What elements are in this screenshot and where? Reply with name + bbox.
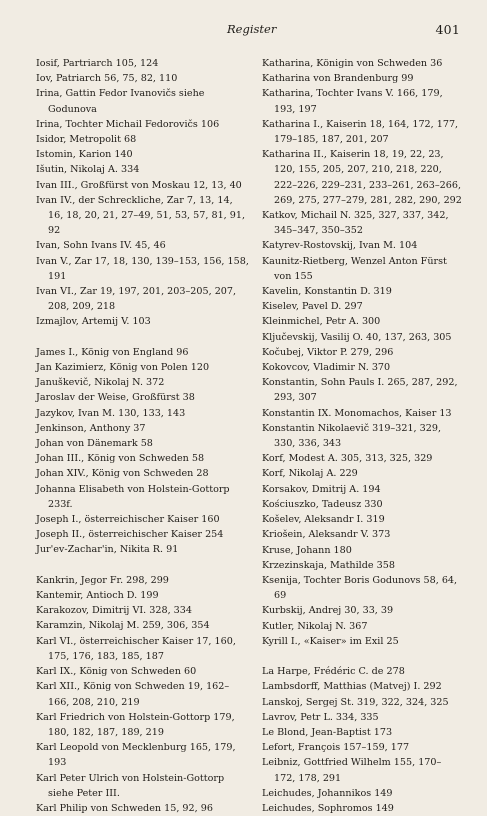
- index-entry: Korf, Nikolaj A. 229: [262, 468, 358, 480]
- index-entry: Kokovcov, Vladimir N. 370: [262, 362, 391, 374]
- index-entry: Katharina, Königin von Schweden 36: [262, 58, 443, 69]
- index-entry: Jur'ev-Zachar'in, Nikita R. 91: [36, 544, 179, 556]
- index-entry: Kantemir, Antioch D. 199: [36, 590, 159, 602]
- index-entry: Le Blond, Jean-Baptist 173: [262, 726, 393, 738]
- index-entry: Isidor, Metropolit 68: [36, 134, 137, 146]
- index-entry: Karl Peter Ulrich von Holstein-Gottorp siehe Peter III.: [36, 772, 225, 799]
- index-entry: Kočubej, Viktor P. 279, 296: [262, 346, 394, 358]
- index-entry: Joseph II., österreichischer Kaiser 254: [36, 529, 224, 541]
- index-entry: Kurbskij, Andrej 30, 33, 39: [262, 605, 394, 617]
- index-entry: Lavrov, Petr L. 334, 335: [262, 711, 379, 723]
- page-number: 401: [435, 22, 460, 37]
- index-entry: Kruse, Johann 180: [262, 544, 352, 556]
- index-entry: Lefort, François 157–159, 177: [262, 742, 410, 754]
- index-entry: Katyrev-Rostovskij, Ivan M. 104: [262, 240, 418, 252]
- index-entry: Kiselev, Pavel D. 297: [262, 301, 363, 313]
- index-entry: Karakozov, Dimitrij VI. 328, 334: [36, 605, 192, 617]
- index-entry: Košelev, Aleksandr I. 319: [262, 514, 385, 526]
- index-entry: Kościuszko, Tadeusz 330: [262, 498, 383, 510]
- index-entry: Irina, Tochter Michail Fedorovičs 106: [36, 118, 220, 130]
- section-gap: [36, 330, 250, 345]
- index-entry: Jaroslav der Weise, Großfürst 38: [36, 392, 195, 404]
- index-entry: Kankrin, Jegor Fr. 298, 299: [36, 574, 169, 586]
- index-entry: Johanna Elisabeth von Holstein-Gottorp 233f.: [36, 483, 230, 510]
- index-entry: Leibniz, Gottfried Wilhelm 155, 170–172, 178, 291: [262, 757, 442, 784]
- index-entry: Katharina, Tochter Ivans V. 166, 179, 193, 197: [262, 88, 443, 115]
- index-entry: Karl VI., österreichischer Kaiser 17, 160, 175, 176, 183, 185, 187: [36, 635, 236, 662]
- index-entry: Joseph I., österreichischer Kaiser 160: [36, 514, 220, 526]
- index-entry: Katkov, Michail N. 325, 327, 337, 342, 345–347, 350–352: [262, 210, 449, 237]
- index-entry: Konstantin IX. Monomachos, Kaiser 13: [262, 407, 452, 419]
- index-entry: Karamzin, Nikolaj M. 259, 306, 354: [36, 620, 210, 632]
- index-entry: Ivan III., Großfürst von Moskau 12, 13, 40: [36, 179, 242, 191]
- index-entry: Kavelin, Konstantin D. 319: [262, 286, 392, 298]
- index-entry: Ivan VI., Zar 19, 197, 201, 203–205, 207, 208, 209, 218: [36, 286, 237, 313]
- index-entry: Jan Kazimierz, König von Polen 120: [36, 362, 210, 374]
- index-column-left: [36, 56, 250, 816]
- index-entry: Karl IX., König von Schweden 60: [36, 666, 197, 678]
- index-entry: Lanskoj, Sergej St. 319, 322, 324, 325: [262, 696, 449, 708]
- index-entry: Leichudes, Sophromos 149: [262, 802, 394, 814]
- index-entry: Johan XIV., König von Schweden 28: [36, 468, 209, 480]
- index-entry: Leichudes, Johannikos 149: [262, 787, 393, 799]
- section-gap: [262, 649, 462, 664]
- index-entry: Kyrill I., «Kaiser» im Exil 25: [262, 635, 399, 647]
- index-entry: Jenkinson, Anthony 37: [36, 422, 146, 434]
- index-entry: Ksenija, Tochter Boris Godunovs 58, 64, 69: [262, 574, 458, 602]
- index-entry: Karl Philip von Schweden 15, 92, 96: [36, 802, 213, 814]
- index-entry: Konstantin, Sohn Pauls I. 265, 287, 292, 293, 307: [262, 377, 458, 404]
- index-entry: Kriošein, Aleksandr V. 373: [262, 529, 391, 541]
- index-entry: Karl XII., König von Schweden 19, 162–166, 208, 210, 219: [36, 681, 230, 708]
- index-entry: Ivan V., Zar 17, 18, 130, 139–153, 156, 158, 191: [36, 255, 249, 282]
- index-entry: Karl Leopold von Mecklenburg 165, 179, 193: [36, 742, 236, 769]
- index-entry: Išutin, Nikolaj A. 334: [36, 164, 140, 176]
- index-entry: Istomin, Karion 140: [36, 149, 133, 161]
- index-entry: Kaunitz-Rietberg, Wenzel Anton Fürst von 155: [262, 255, 447, 282]
- index-entry: Karl Friedrich von Holstein-Gottorp 179, 180, 182, 187, 189, 219: [36, 711, 235, 738]
- index-entry: Ivan IV., der Schreckliche, Zar 7, 13, 14, 16, 18, 20, 21, 27–49, 51, 53, 57, 81, 91, 92: [36, 194, 246, 237]
- index-entry: Johan von Dänemark 58: [36, 438, 153, 450]
- index-entry: Januškevič, Nikolaj N. 372: [36, 377, 165, 389]
- index-entry: Katharina II., Kaiserin 18, 19, 22, 23, 120, 155, 205, 207, 210, 218, 220, 222–226, 229–231, 233–261, 263–266, 269, 275, 277–279, 281, 282, 290, 292: [262, 149, 462, 206]
- index-entry: Kleinmichel, Petr A. 300: [262, 316, 381, 328]
- index-entry: Jazykov, Ivan M. 130, 133, 143: [36, 407, 186, 419]
- index-entry: Izmajlov, Artemij V. 103: [36, 316, 151, 328]
- index-entry: Lambsdorff, Matthias (Matvej) I. 292: [262, 681, 442, 693]
- page-header: [0, 22, 487, 40]
- index-entry: Katharina I., Kaiserin 18, 164, 172, 177, 179–185, 187, 201, 207: [262, 118, 459, 146]
- running-head: Register: [227, 22, 277, 36]
- index-entry: Iov, Patriarch 56, 75, 82, 110: [36, 73, 178, 85]
- index-entry: Kutler, Nikolaj N. 367: [262, 620, 368, 632]
- section-gap: [36, 558, 250, 573]
- index-entry: Korf, Modest A. 305, 313, 325, 329: [262, 453, 433, 465]
- index-entry: Irina, Gattin Fedor Ivanovičs siehe Godunova: [36, 88, 205, 115]
- index-entry: Krzezinskaja, Mathilde 358: [262, 559, 395, 571]
- index-entry: Korsakov, Dmitrij A. 194: [262, 483, 381, 495]
- index-entry: Iosif, Partriarch 105, 124: [36, 58, 159, 69]
- index-column-right: [262, 56, 462, 816]
- index-entry: Katharina von Brandenburg 99: [262, 73, 414, 85]
- index-entry: La Harpe, Frédéric C. de 278: [262, 666, 405, 678]
- index-entry: James I., König von England 96: [36, 346, 189, 358]
- index-entry: Ivan, Sohn Ivans IV. 45, 46: [36, 240, 166, 252]
- index-entry: Johan III., König von Schweden 58: [36, 453, 205, 465]
- index-entry: Konstantin Nikolaevič 319–321, 329, 330, 336, 343: [262, 422, 442, 450]
- index-entry: Ključevskij, Vasilij O. 40, 137, 263, 305: [262, 331, 452, 343]
